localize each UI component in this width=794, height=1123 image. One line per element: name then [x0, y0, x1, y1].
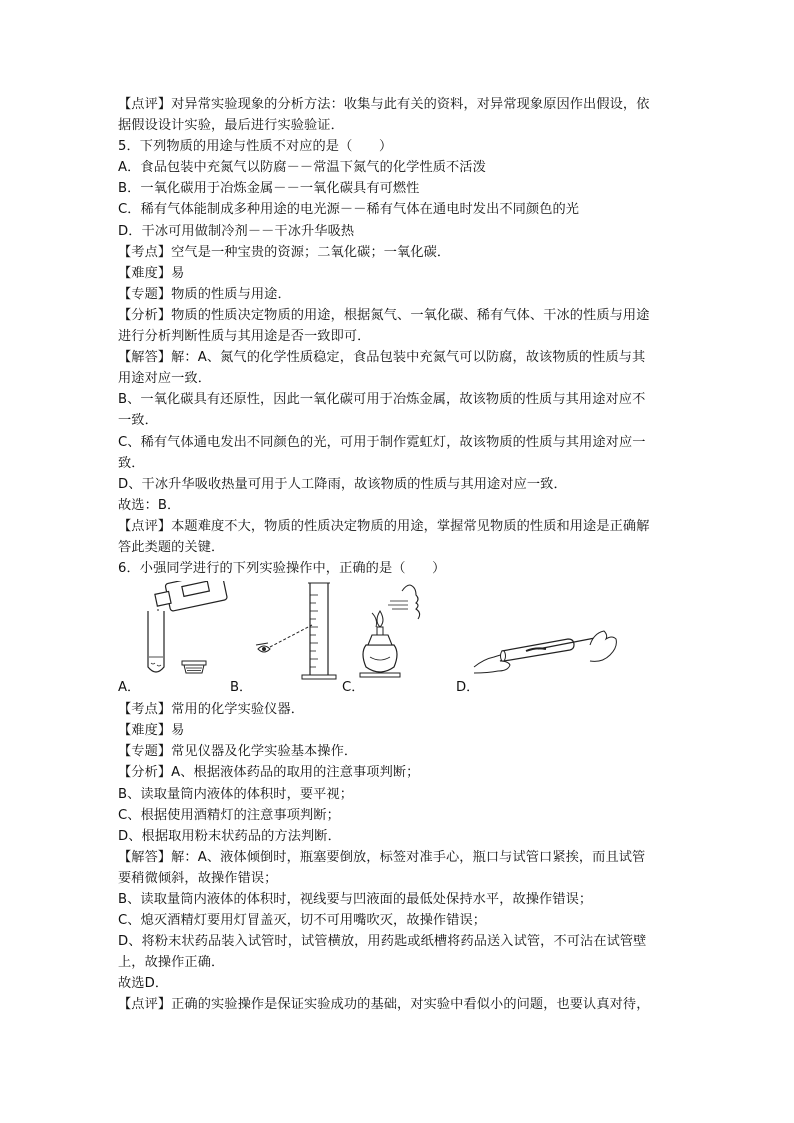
text-line: 要稍微倾斜，故操作错误； — [118, 870, 278, 886]
text-line: 【点评】对异常实验现象的分析方法：收集与此有关的资料，对异常现象原因作出假设，依 — [118, 97, 650, 112]
option-b-label: B． — [230, 680, 253, 696]
option-b-cylinder-figure — [244, 581, 354, 681]
text-line: C、稀有气体通电发出不同颜色的光，可用于制作霓虹灯，故该物质的性质与其用途对应一 — [118, 434, 646, 450]
text-line: 【分析】A、根据液体药品的取用的注意事项判断； — [118, 765, 420, 781]
text-line: 5．下列物质的用途与性质不对应的是（ ） — [118, 139, 393, 155]
document-page — [118, 94, 680, 1016]
text-line: 致． — [118, 455, 145, 471]
text-line: 故选：B． — [118, 497, 181, 513]
option-a-label: A． — [118, 680, 141, 696]
text-line: D、将粉末状药品装入试管时，试管横放，用药匙或纸槽将药品送入试管，不可沾在试管壁 — [118, 934, 647, 950]
question-6-figure-row — [118, 581, 680, 699]
text-line: 据假设设计实验，最后进行实验验证． — [118, 118, 344, 134]
text-line: 【解答】解：A、氮气的化学性质稳定，食品包装中充氮气可以防腐，故该物质的性质与其 — [118, 350, 646, 366]
text-line: 【点评】本题难度不大，物质的性质决定物质的用途，掌握常见物质的性质和用途是正确解 — [118, 518, 650, 534]
text-line: 故选D． — [118, 976, 169, 992]
text-block-before-figure — [118, 94, 680, 579]
text-line: B、读取量筒内液体的体积时，要平视； — [118, 786, 354, 802]
text-line: 上，故操作正确． — [118, 955, 225, 971]
text-line: 用途对应一致． — [118, 371, 212, 387]
text-line: 答此类题的关键． — [118, 539, 225, 555]
option-c-alcohol-lamp-figure — [356, 581, 446, 681]
option-a-pouring-figure — [132, 581, 242, 679]
text-line: 【解答】解：A、液体倾倒时，瓶塞要倒放，标签对准手心，瓶口与试管口紧挨，而且试管 — [118, 849, 646, 865]
text-block-after-figure — [118, 699, 680, 1015]
text-line: A．食品包装中充氮气以防腐－－常温下氮气的化学性质不活泼 — [118, 160, 486, 176]
text-line: 【专题】常见仪器及化学实验基本操作． — [118, 744, 358, 760]
text-line: 进行分析判断性质与其用途是否一致即可． — [118, 329, 371, 345]
text-line: C．稀有气体能制成多种用途的电光源－－稀有气体在通电时发出不同颜色的光 — [118, 202, 580, 218]
text-line: B、一氧化碳具有还原性，因此一氧化碳可用于冶炼金属，故该物质的性质与其用途对应不 — [118, 392, 646, 408]
text-line: B．一氧化碳用于冶炼金属－－一氧化碳具有可燃性 — [118, 181, 420, 197]
text-line: C、熄灭酒精灯要用灯冒盖灭，切不可用嘴吹灭，故操作错误； — [118, 913, 487, 929]
text-line: D、根据取用粉末状药品的方法判断． — [118, 828, 341, 844]
text-line: 【难度】易 — [118, 265, 185, 281]
option-d-label: D． — [456, 680, 480, 696]
text-line: D．干冰可用做制冷剂－－干冰升华吸热 — [118, 223, 355, 239]
text-line: 一致． — [118, 413, 158, 429]
text-line: 【考点】空气是一种宝贵的资源；二氧化碳；一氧化碳． — [118, 244, 451, 260]
text-line: B、读取量筒内液体的体积时，视线要与凹液面的最低处保持水平，故操作错误； — [118, 892, 593, 907]
text-line: 【点评】正确的实验操作是保证实验成功的基础，对实验中看似小的问题，也要认真对待， — [118, 997, 650, 1013]
text-line: 【专题】物质的性质与用途． — [118, 286, 291, 302]
text-line: 【难度】易 — [118, 723, 185, 739]
option-c-label: C． — [342, 680, 365, 696]
text-line: 【考点】常用的化学实验仪器． — [118, 702, 305, 718]
text-line: 6．小强同学进行的下列实验操作中，正确的是（ ） — [118, 561, 446, 577]
option-d-powder-figure — [472, 617, 622, 681]
text-line: 【分析】物质的性质决定物质的用途，根据氮气、一氧化碳、稀有气体、干冰的性质与用途 — [118, 307, 650, 323]
text-line: D、干冰升华吸收热量可用于人工降雨，故该物质的性质与其用途对应一致． — [118, 476, 567, 492]
text-line: C、根据使用酒精灯的注意事项判断； — [118, 807, 340, 823]
